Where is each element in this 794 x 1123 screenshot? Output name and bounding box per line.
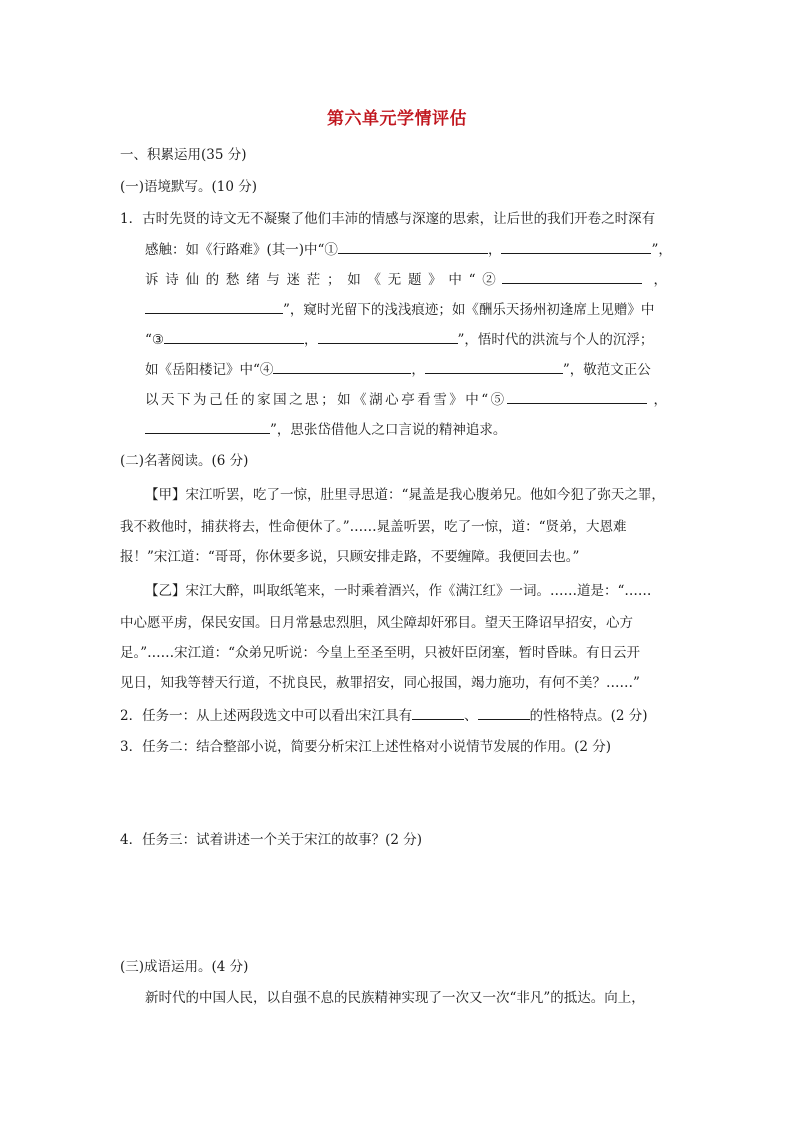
question-2: 2．任务一：从上述两段选文中可以看出宋江具有 、 的性格特点。(2 分) xyxy=(120,705,648,726)
part-heading-reading: (二)名著阅读。(6 分) xyxy=(120,453,249,469)
q1-line-1: 1．古时先贤的诗文无不凝聚了他们丰沛的情感与深邃的思索，让后世的我们开卷之时深有 xyxy=(120,211,656,227)
part-heading-dictation: (一)语境默写。(10 分) xyxy=(120,179,258,195)
passage-jia-line-1: 【甲】宋江听罢，吃了一惊，肚里寻思道：“晁盖是我心腹弟兄。他如今犯了弥天之罪， xyxy=(145,487,665,503)
q1-line-8: ”，思张岱借他人之口言说的精神追求。 xyxy=(145,419,506,440)
answer-blank-2a[interactable] xyxy=(502,269,642,284)
answer-blank-trait-1[interactable] xyxy=(412,705,464,720)
passage-yi-line-1: 【乙】宋江大醉，叫取纸笔来，一时乘着酒兴，作《满江红》一词。……道是：“…… xyxy=(145,583,652,599)
q1-line-3: 诉诗仙的愁绪与迷茫；如《无题》中“② ， xyxy=(145,269,667,290)
q1-line-2: 感触：如《行路难》(其一)中“① ， ”， xyxy=(145,239,672,260)
q1-line-7: 以天下为己任的家国之思；如《湖心亭看雪》中“⑤ ， xyxy=(145,389,667,410)
answer-blank-4b[interactable] xyxy=(425,359,563,374)
q1-line-4: ”，窥时光留下的浅浅痕迹；如《酬乐天扬州初逢席上见赠》中 xyxy=(145,299,654,320)
passage-jia-line-2: 我不救他时，捕获将去，性命便休了。”……晁盖听罢，吃了一惊，道：“贤弟，大恩难 xyxy=(120,519,627,535)
idiom-passage-line-1: 新时代的中国人民，以自强不息的民族精神实现了一次又一次“非凡”的抵达。向上， xyxy=(145,990,645,1006)
answer-blank-3b[interactable] xyxy=(318,329,458,344)
passage-yi-line-2: 中心愿平虏，保民安国。日月常悬忠烈胆，风尘障却奸邪目。望天王降诏早招安，心方 xyxy=(120,615,633,631)
answer-blank-4a[interactable] xyxy=(273,359,411,374)
answer-blank-1b[interactable] xyxy=(501,239,651,254)
question-3: 3．任务二：结合整部小说，简要分析宋江上述性格对小说情节发展的作用。(2 分) xyxy=(120,739,612,755)
answer-blank-1a[interactable] xyxy=(338,239,488,254)
question-4: 4．任务三：试着讲述一个关于宋江的故事？(2 分) xyxy=(120,832,423,848)
q1-line-6: 如《岳阳楼记》中“④ ， ”，敬范文正公 xyxy=(145,359,651,380)
passage-yi-line-3: 足。”……宋江道：“众弟兄听说：今皇上至圣至明，只被奸臣闭塞，暂时昏昧。有日云开 xyxy=(120,645,641,661)
page-title: 第六单元学情评估 xyxy=(327,109,467,129)
q1-line-5: “③ ， ”，悟时代的洪流与个人的沉浮； xyxy=(145,329,653,350)
passage-yi-line-4: 见日，知我等替天行道，不扰良民，赦罪招安，同心报国，竭力施功，有何不美？……” xyxy=(120,675,640,691)
answer-blank-trait-2[interactable] xyxy=(478,705,530,720)
answer-blank-5a[interactable] xyxy=(507,389,647,404)
answer-blank-2b[interactable] xyxy=(145,299,283,314)
part-heading-idioms: (三)成语运用。(4 分) xyxy=(120,959,249,975)
passage-jia-line-3: 报！”宋江道：“哥哥，你休要多说，只顾安排走路，不要缠障。我便回去也。” xyxy=(120,549,580,565)
answer-blank-5b[interactable] xyxy=(145,419,270,434)
answer-blank-3a[interactable] xyxy=(164,329,304,344)
section-heading: 一、积累运用(35 分) xyxy=(120,147,247,163)
